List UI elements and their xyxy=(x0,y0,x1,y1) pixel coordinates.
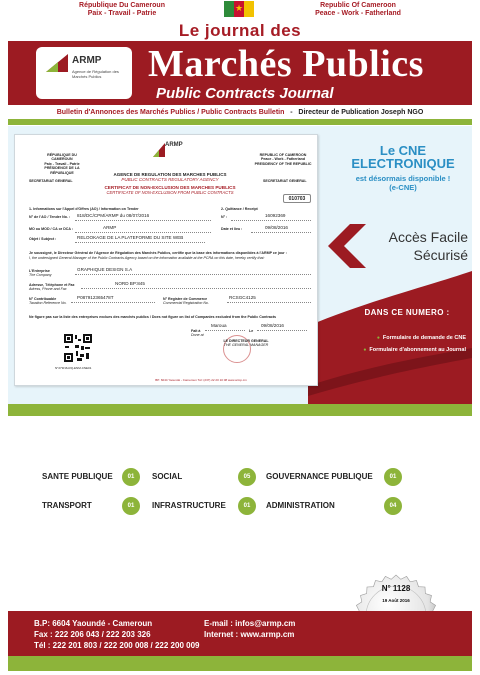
in-this-issue-item[interactable]: ● Formulaire d'abonnement au Journal xyxy=(338,344,472,356)
cert-not-excluded: Ne figure pas sur la liste des entreprises exclues des marchés publics / Does not figure on list of Companies excluded from the Public Contracts xyxy=(29,315,277,319)
cert-rc-sub: Commercial Registration No. xyxy=(163,301,209,305)
cert-done-label: Fait à xyxy=(191,329,201,333)
rubric-infrastructure[interactable]: INFRASTRUCTURE xyxy=(152,501,226,510)
armp-logo-icon xyxy=(46,54,68,72)
rubric-social[interactable]: SOCIAL xyxy=(152,472,183,481)
in-this-issue-item[interactable]: ● Formulaire de demande de CNE xyxy=(338,332,472,344)
cert-section-2: 2- Quittance / Receipt xyxy=(221,207,258,211)
cameroon-flag-icon: ★ xyxy=(224,1,254,17)
issue-date-fr: 19 Août 2016 xyxy=(382,598,410,603)
access-line-1: Accès Facile xyxy=(388,229,468,245)
cne-sub-1: est désormais disponible ! xyxy=(355,174,451,183)
cert-taxpayer-value: P087912365478T xyxy=(77,295,114,300)
contact-footer xyxy=(8,611,472,656)
cert-done-en: Done at xyxy=(191,333,204,337)
cert-subject-label: Objet / Subject : xyxy=(29,237,57,241)
rubric-sante-publique[interactable]: SANTE PUBLIQUE xyxy=(42,472,113,481)
green-divider-bottom xyxy=(8,404,472,416)
rubric-count-badge: 01 xyxy=(384,468,402,486)
cert-company-sub: The Company xyxy=(29,273,52,277)
cert-ao-label: N° de l'AO / Tender No. : xyxy=(29,215,71,219)
footer-address: B.P: 6604 Yaoundé - Cameroun xyxy=(34,619,153,628)
cert-le-value: 09/08/2016 xyxy=(261,323,284,328)
republic-en xyxy=(298,2,418,18)
cert-qr-id: N°279/16-RQ-ENM-CNE01 xyxy=(55,366,92,370)
cert-rep-l-2: Paix - Travail - Patrie xyxy=(44,161,80,166)
cert-rep-r-2: Peace - Work - Fatherland xyxy=(260,157,306,162)
republic-fr-line: République Du Cameroun xyxy=(79,2,165,9)
cert-ao-line xyxy=(75,220,211,221)
cert-address-value: NORD BP:845 xyxy=(115,281,145,286)
cert-date-label: Date et lieu : xyxy=(221,227,243,231)
cert-agency: AGENCE DE REGULATION DES MARCHES PUBLICS xyxy=(113,172,227,177)
cert-agency-en: PUBLIC CONTRACTS REGULATORY AGENCY xyxy=(121,177,219,182)
rubric-transport[interactable]: TRANSPORT xyxy=(42,501,92,510)
cne-headline xyxy=(338,144,468,170)
cert-taxpayer-line xyxy=(71,302,155,303)
footer-email-link[interactable]: E-mail : infos@armp.cm xyxy=(204,619,296,628)
journal-kicker: Le journal des xyxy=(178,21,302,40)
cert-le-label: Le xyxy=(249,329,254,333)
cne-subline xyxy=(338,174,468,192)
cert-section-1: 1- Informations sur l'Appel d'Offres (AO) / Information on Tender xyxy=(29,207,139,211)
footer-website-link[interactable]: Internet : www.armp.cm xyxy=(204,630,295,639)
footer-phone: Tél : 222 201 803 / 222 200 008 / 222 200 009 xyxy=(34,641,200,650)
qr-code-icon xyxy=(63,333,93,363)
cert-subject-line xyxy=(75,242,205,243)
cert-dg-en: THE GENERAL MANAGER xyxy=(223,343,269,348)
cert-title: CERTIFICAT DE NON-EXCLUSION DES MARCHES PUBLICS xyxy=(104,185,236,190)
rubric-count-badge: 01 xyxy=(122,497,140,515)
cert-footer: BP: 6044 Yaoundé - Cameroun Tél: (237) 22 20 10 08 www.armp.cm xyxy=(155,378,247,382)
republic-en-line: Republic Of Cameroon xyxy=(320,2,396,9)
cover-area xyxy=(8,126,472,404)
cert-receipt-line xyxy=(231,220,311,221)
cert-receipt-value: 16092369 xyxy=(265,213,286,218)
rubric-gouvernance-publique[interactable]: GOUVERNANCE PUBLIQUE xyxy=(266,472,373,481)
director-text: Directeur de Publication Joseph NGO xyxy=(298,109,424,116)
logo-subtitle: Agence de Régulation des Marchés Publics xyxy=(72,69,119,79)
header-strip xyxy=(0,0,480,22)
cert-declaration-en: I, the undersigned General Manager of the Public Contracts Agency based on the information available at the PCRA on this date, hereby certify that: xyxy=(29,256,265,260)
cert-secretariat-en: SECRETARIAT GENERAL xyxy=(263,179,307,183)
certificate-logo-text: ARMP xyxy=(165,142,183,148)
rubric-count-badge: 01 xyxy=(122,468,140,486)
certificate-republic-fr xyxy=(37,153,87,175)
masthead xyxy=(8,41,472,105)
cert-company-label: L'Entreprise xyxy=(29,269,50,273)
cert-company-line xyxy=(75,274,311,275)
cert-rep-l-1: RÉPUBLIQUE DU CAMEROUN xyxy=(47,153,77,162)
cert-declaration: Je soussigné, le Directeur Général de l'Agence de Régulation des Marchés Publics, certifie que la base des informations disponibles à l'ARMP ce jour : xyxy=(29,251,287,255)
cert-receipt-label: N° : xyxy=(221,215,228,219)
cert-title-en: CERTIFICATE OF NON-EXCLUSION FROM PUBLIC CONTRACTS xyxy=(106,190,234,195)
rubric-count-badge: 04 xyxy=(384,497,402,515)
cert-number: 010703 xyxy=(283,194,311,203)
cert-company-value: GRAPHIQUE DESIGN S.A xyxy=(77,267,133,272)
bulletin-line xyxy=(0,109,480,116)
cert-date-value: 09/08/2016 xyxy=(265,225,288,230)
chevron-left-icon xyxy=(326,224,366,268)
cert-address-sub: Adress, Phone and Fax xyxy=(29,287,67,291)
cne-sub-2: (e-CNE) xyxy=(389,183,417,192)
green-divider xyxy=(8,119,472,125)
cert-address-line xyxy=(81,288,311,289)
rubric-count-badge: 01 xyxy=(238,497,256,515)
cert-subject-value: RELOOKAGE DE LA PLATEFORME DU SITE WEB xyxy=(77,235,184,240)
cert-address-label: Adresse, Téléphone et Fax xyxy=(29,283,75,287)
footer-green-band xyxy=(8,656,472,671)
cert-rc-label: N° Registre de Commerce xyxy=(163,297,208,301)
cert-ao-value: 818/DC/CPM/ARMP du 08/07/2016 xyxy=(77,213,150,218)
cne-title-2: ELECTRONIQUE xyxy=(351,156,455,171)
cert-rep-r-3: PRESIDENCY OF THE REPUBLIC xyxy=(254,161,312,166)
cert-taxpayer-sub: Taxation Reference No. xyxy=(29,301,67,305)
footer-fax: Fax : 222 206 043 / 222 203 326 xyxy=(34,630,151,639)
in-this-issue-title: DANS CE NUMERO : xyxy=(364,308,450,317)
journal-title: Marchés Publics xyxy=(148,43,424,85)
cert-le-line xyxy=(257,330,307,331)
motto-fr: Paix - Travail - Patrie xyxy=(87,10,157,17)
rubric-administration[interactable]: ADMINISTRATION xyxy=(266,501,335,510)
cert-mo-line xyxy=(75,232,211,233)
bulletin-separator: - xyxy=(290,109,293,116)
cert-mo-value: ARMP xyxy=(103,225,117,230)
cert-rep-r-1: REPUBLIC OF CAMEROON xyxy=(259,153,307,157)
cne-certificate xyxy=(14,134,318,386)
cert-rep-l-3: PRÉSIDENCE DE LA RÉPUBLIQUE xyxy=(44,166,80,175)
journal-subtitle: Public Contracts Journal xyxy=(156,85,334,102)
republic-fr xyxy=(62,2,182,18)
cert-dg-fr: LE DIRECTEUR GENERAL xyxy=(223,339,269,343)
logo-name: ARMP xyxy=(72,55,102,66)
cert-mo-label: MO ou MOD / CA or DCA : xyxy=(29,227,74,231)
motto-en: Peace - Work - Fatherland xyxy=(315,10,401,17)
cert-date-line xyxy=(251,232,311,233)
rubric-count-badge: 05 xyxy=(238,468,256,486)
cert-rc-value: RCSGC4125 xyxy=(229,295,256,300)
cne-title-1: Le CNE xyxy=(379,143,427,158)
cert-secretariat-fr: SECRETARIAT GENERAL xyxy=(29,179,73,183)
access-tagline xyxy=(368,228,468,264)
bulletin-text: Bulletin d'Annonces des Marchés Publics / Public Contracts Bulletin xyxy=(56,109,285,116)
certificate-republic-en xyxy=(253,153,313,166)
cert-taxpayer-label: N° Contribuable xyxy=(29,297,57,301)
issue-number: N° 1128 xyxy=(381,584,411,593)
cert-done-value: Maroua xyxy=(211,323,227,328)
in-this-issue-list xyxy=(338,332,472,356)
cert-signature-block xyxy=(211,339,281,348)
cert-rc-line xyxy=(227,302,311,303)
armp-logo xyxy=(36,47,132,99)
cert-done-line xyxy=(205,330,245,331)
access-line-2: Sécurisé xyxy=(413,247,468,263)
